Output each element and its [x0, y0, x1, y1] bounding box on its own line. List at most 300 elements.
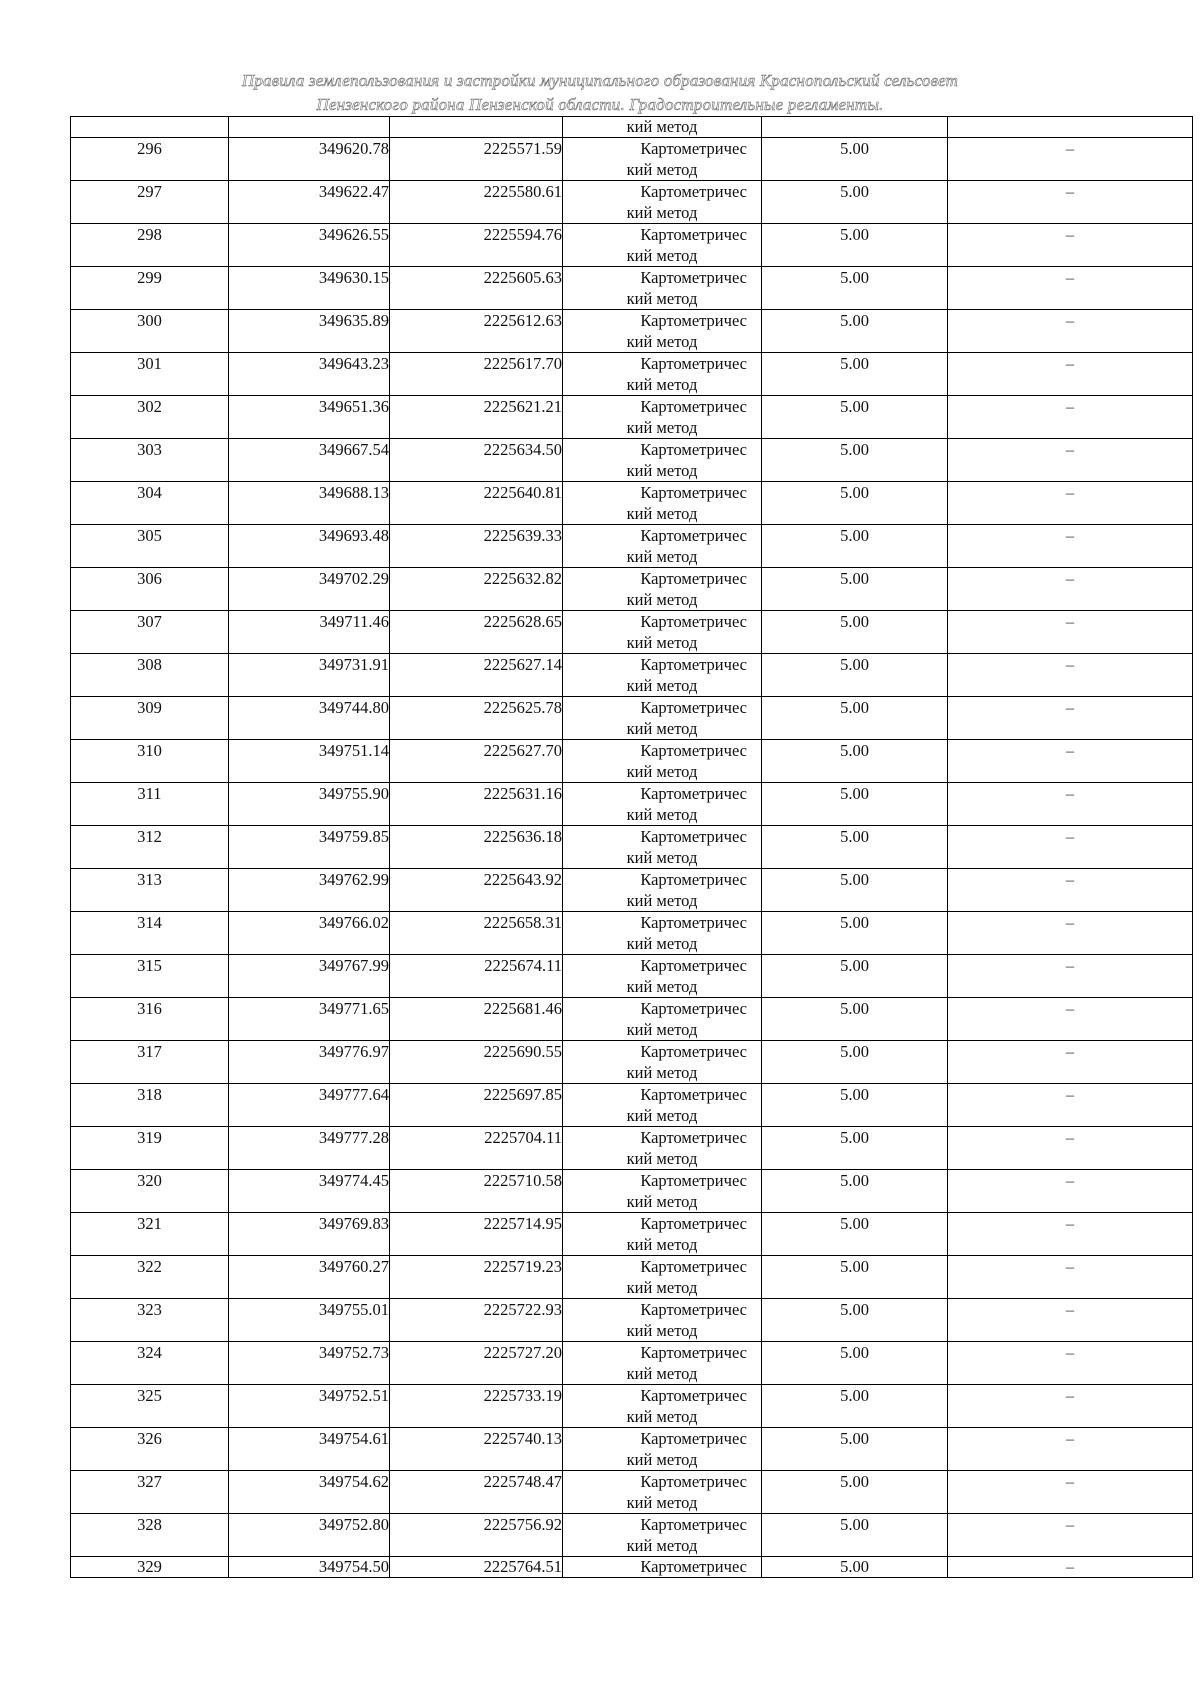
table-row: [71, 998, 1193, 1041]
precision-cell: 5.00: [762, 1514, 948, 1557]
point-number-cell: 314: [71, 912, 229, 955]
x-coordinate-cell: 349752.51: [229, 1385, 390, 1428]
table-row: [71, 611, 1193, 654]
method-text-line-1: Картометричес: [640, 139, 747, 158]
method-cell: [563, 525, 762, 568]
coordinates-table-body: [71, 117, 1193, 1578]
x-coordinate-cell: 349731.91: [229, 654, 390, 697]
method-cell: [563, 1170, 762, 1213]
description-cell: –: [948, 396, 1193, 439]
method-cell: [563, 912, 762, 955]
method-text-line-1: Картометричес: [640, 440, 747, 459]
table-row: [71, 1471, 1193, 1514]
x-coordinate-cell: 349762.99: [229, 869, 390, 912]
table-row: [71, 396, 1193, 439]
precision-cell: 5.00: [762, 353, 948, 396]
table-row: [71, 310, 1193, 353]
precision-cell: 5.00: [762, 525, 948, 568]
x-coordinate-cell: 349752.80: [229, 1514, 390, 1557]
method-cell: [563, 1041, 762, 1084]
x-coordinate-cell: 349752.73: [229, 1342, 390, 1385]
precision-cell: 5.00: [762, 568, 948, 611]
precision-cell: 5.00: [762, 1557, 948, 1578]
table-row: [71, 1041, 1193, 1084]
method-text-line-1: Картометричес: [640, 569, 747, 588]
x-coordinate-cell: 349688.13: [229, 482, 390, 525]
description-cell: –: [948, 1170, 1193, 1213]
description-cell: –: [948, 1127, 1193, 1170]
y-coordinate-cell: 2225632.82: [390, 568, 563, 611]
y-coordinate-cell: 2225594.76: [390, 224, 563, 267]
point-number-cell: 301: [71, 353, 229, 396]
x-coordinate-cell: 349771.65: [229, 998, 390, 1041]
method-text-line-2: кий метод: [626, 719, 698, 738]
description-cell: [948, 117, 1193, 138]
y-coordinate-cell: 2225733.19: [390, 1385, 563, 1428]
table-row-continuation: [71, 117, 1193, 138]
description-cell: –: [948, 439, 1193, 482]
point-number-cell: 310: [71, 740, 229, 783]
method-text-line-2: кий метод: [626, 1364, 698, 1383]
method-text-line-2: кий метод: [626, 504, 698, 523]
y-coordinate-cell: 2225621.21: [390, 396, 563, 439]
method-cell: [563, 117, 762, 138]
precision-cell: 5.00: [762, 138, 948, 181]
method-text-line-1: Картометричес: [640, 827, 747, 846]
point-number-cell: 329: [71, 1557, 229, 1578]
table-row: [71, 138, 1193, 181]
table-row: [71, 1299, 1193, 1342]
y-coordinate-cell: 2225740.13: [390, 1428, 563, 1471]
point-number-cell: 311: [71, 783, 229, 826]
method-text-line-2: кий метод: [626, 1536, 698, 1555]
point-number-cell: 323: [71, 1299, 229, 1342]
precision-cell: 5.00: [762, 482, 948, 525]
x-coordinate-cell: 349755.90: [229, 783, 390, 826]
y-coordinate-cell: 2225643.92: [390, 869, 563, 912]
x-coordinate-cell: 349777.28: [229, 1127, 390, 1170]
method-cell: [563, 1213, 762, 1256]
method-cell: [563, 1385, 762, 1428]
y-coordinate-cell: 2225639.33: [390, 525, 563, 568]
point-number-cell: 308: [71, 654, 229, 697]
method-text-line-1: Картометричес: [640, 1386, 747, 1405]
method-text-line-1: Картометричес: [640, 526, 747, 545]
table-row: [71, 525, 1193, 568]
method-cell: [563, 783, 762, 826]
method-cell: [563, 568, 762, 611]
table-row: [71, 740, 1193, 783]
x-coordinate-cell: 349626.55: [229, 224, 390, 267]
precision-cell: 5.00: [762, 740, 948, 783]
y-coordinate-cell: 2225634.50: [390, 439, 563, 482]
method-text-line-2: кий метод: [626, 289, 698, 308]
y-coordinate-cell: 2225727.20: [390, 1342, 563, 1385]
method-text-line-2: кий метод: [626, 633, 698, 652]
method-cell: [563, 1127, 762, 1170]
x-coordinate-cell: 349767.99: [229, 955, 390, 998]
description-cell: –: [948, 138, 1193, 181]
method-text-line-1: Картометричес: [640, 1128, 747, 1147]
y-coordinate-cell: 2225605.63: [390, 267, 563, 310]
method-cell: [563, 1342, 762, 1385]
x-coordinate-cell: 349635.89: [229, 310, 390, 353]
table-row: [71, 439, 1193, 482]
table-row: [71, 783, 1193, 826]
method-text-line-2: кий метод: [626, 891, 698, 910]
method-text-line-1: Картометричес: [640, 311, 747, 330]
y-coordinate-cell: 2225640.81: [390, 482, 563, 525]
method-text-line-1: Картометричес: [640, 1300, 747, 1319]
table-row: [71, 1342, 1193, 1385]
point-number-cell: 297: [71, 181, 229, 224]
method-cell: [563, 439, 762, 482]
precision-cell: 5.00: [762, 998, 948, 1041]
method-text-line-2: кий метод: [626, 1235, 698, 1254]
x-coordinate-cell: 349769.83: [229, 1213, 390, 1256]
y-coordinate-cell: 2225719.23: [390, 1256, 563, 1299]
description-cell: –: [948, 1342, 1193, 1385]
table-row: [71, 1385, 1193, 1428]
description-cell: –: [948, 654, 1193, 697]
description-cell: –: [948, 353, 1193, 396]
method-cell: [563, 1428, 762, 1471]
description-cell: –: [948, 826, 1193, 869]
table-row: [71, 1428, 1193, 1471]
method-text-line-2: кий метод: [626, 1020, 698, 1039]
method-cell: [563, 697, 762, 740]
point-number-cell: 317: [71, 1041, 229, 1084]
description-cell: –: [948, 267, 1193, 310]
description-cell: –: [948, 912, 1193, 955]
method-cell: [563, 740, 762, 783]
point-number-cell: 305: [71, 525, 229, 568]
method-text-line-2: кий метод: [626, 547, 698, 566]
precision-cell: 5.00: [762, 1299, 948, 1342]
table-row: [71, 912, 1193, 955]
table-row: [71, 482, 1193, 525]
precision-cell: 5.00: [762, 697, 948, 740]
x-coordinate-cell: 349693.48: [229, 525, 390, 568]
method-cell: [563, 1514, 762, 1557]
x-coordinate-cell: 349744.80: [229, 697, 390, 740]
table-row: [71, 654, 1193, 697]
table-row: [71, 267, 1193, 310]
method-cell: [563, 998, 762, 1041]
method-cell: [563, 138, 762, 181]
precision-cell: 5.00: [762, 1127, 948, 1170]
precision-cell: 5.00: [762, 1041, 948, 1084]
point-number-cell: [71, 117, 229, 138]
table-row: [71, 568, 1193, 611]
method-text-line-2: кий метод: [626, 117, 698, 136]
method-text-line-2: кий метод: [626, 160, 698, 179]
point-number-cell: 319: [71, 1127, 229, 1170]
y-coordinate-cell: 2225674.11: [390, 955, 563, 998]
method-text-line-1: Картометричес: [640, 1085, 747, 1104]
method-text-line-2: кий метод: [626, 1450, 698, 1469]
table-row: [71, 697, 1193, 740]
point-number-cell: 325: [71, 1385, 229, 1428]
point-number-cell: 304: [71, 482, 229, 525]
method-text-line-1: Картометричес: [640, 655, 747, 674]
table-row: [71, 1213, 1193, 1256]
description-cell: –: [948, 1084, 1193, 1127]
point-number-cell: 307: [71, 611, 229, 654]
precision-cell: 5.00: [762, 783, 948, 826]
method-text-line-2: кий метод: [626, 1063, 698, 1082]
point-number-cell: 303: [71, 439, 229, 482]
method-text-line-2: кий метод: [626, 1278, 698, 1297]
y-coordinate-cell: 2225580.61: [390, 181, 563, 224]
point-number-cell: 316: [71, 998, 229, 1041]
point-number-cell: 326: [71, 1428, 229, 1471]
method-text-line-1: Картометричес: [640, 999, 747, 1018]
precision-cell: 5.00: [762, 1213, 948, 1256]
precision-cell: 5.00: [762, 654, 948, 697]
y-coordinate-cell: 2225704.11: [390, 1127, 563, 1170]
description-cell: –: [948, 783, 1193, 826]
point-number-cell: 302: [71, 396, 229, 439]
method-text-line-2: кий метод: [626, 934, 698, 953]
method-text-line-1: Картометричес: [640, 1429, 747, 1448]
x-coordinate-cell: 349702.29: [229, 568, 390, 611]
method-cell: [563, 1256, 762, 1299]
precision-cell: 5.00: [762, 912, 948, 955]
method-text-line-1: Картометричес: [640, 268, 747, 287]
method-cell: [563, 353, 762, 396]
description-cell: –: [948, 869, 1193, 912]
y-coordinate-cell: 2225627.70: [390, 740, 563, 783]
method-text-line-1: Картометричес: [640, 741, 747, 760]
method-text-line-2: кий метод: [626, 332, 698, 351]
point-number-cell: 327: [71, 1471, 229, 1514]
point-number-cell: 298: [71, 224, 229, 267]
method-text-line-1: Картометричес: [640, 1515, 747, 1534]
table-row: [71, 353, 1193, 396]
description-cell: –: [948, 998, 1193, 1041]
table-row: [71, 224, 1193, 267]
x-coordinate-cell: 349643.23: [229, 353, 390, 396]
precision-cell: 5.00: [762, 310, 948, 353]
y-coordinate-cell: 2225627.14: [390, 654, 563, 697]
y-coordinate-cell: 2225631.16: [390, 783, 563, 826]
precision-cell: 5.00: [762, 439, 948, 482]
x-coordinate-cell: 349667.54: [229, 439, 390, 482]
method-text-line-2: кий метод: [626, 1106, 698, 1125]
method-text-line-1: Картометричес: [640, 913, 747, 932]
method-cell: [563, 1084, 762, 1127]
method-text-line-1: Картометричес: [640, 225, 747, 244]
precision-cell: 5.00: [762, 1342, 948, 1385]
y-coordinate-cell: 2225764.51: [390, 1557, 563, 1578]
method-text-line-1: Картометричес: [640, 397, 747, 416]
point-number-cell: 306: [71, 568, 229, 611]
description-cell: –: [948, 1299, 1193, 1342]
y-coordinate-cell: 2225756.92: [390, 1514, 563, 1557]
x-coordinate-cell: 349755.01: [229, 1299, 390, 1342]
point-number-cell: 321: [71, 1213, 229, 1256]
precision-cell: [762, 117, 948, 138]
table-row: [71, 826, 1193, 869]
y-coordinate-cell: 2225681.46: [390, 998, 563, 1041]
precision-cell: 5.00: [762, 224, 948, 267]
y-coordinate-cell: 2225617.70: [390, 353, 563, 396]
y-coordinate-cell: 2225722.93: [390, 1299, 563, 1342]
x-coordinate-cell: 349622.47: [229, 181, 390, 224]
method-cell: [563, 224, 762, 267]
y-coordinate-cell: 2225636.18: [390, 826, 563, 869]
point-number-cell: 328: [71, 1514, 229, 1557]
description-cell: –: [948, 181, 1193, 224]
point-number-cell: 309: [71, 697, 229, 740]
table-row: [71, 1256, 1193, 1299]
method-text-line-2: кий метод: [626, 676, 698, 695]
method-cell: [563, 310, 762, 353]
method-text-line-1: Картометричес: [640, 1214, 747, 1233]
description-cell: –: [948, 525, 1193, 568]
y-coordinate-cell: 2225625.78: [390, 697, 563, 740]
method-cell: [563, 1299, 762, 1342]
method-cell: [563, 181, 762, 224]
x-coordinate-cell: 349754.61: [229, 1428, 390, 1471]
method-text-line-2: кий метод: [626, 1407, 698, 1426]
point-number-cell: 313: [71, 869, 229, 912]
method-text-line-1: Картометричес: [640, 1472, 747, 1491]
point-number-cell: 296: [71, 138, 229, 181]
precision-cell: 5.00: [762, 955, 948, 998]
method-text-line-1: Картометричес: [640, 182, 747, 201]
point-number-cell: 312: [71, 826, 229, 869]
point-number-cell: 318: [71, 1084, 229, 1127]
method-text-line-2: кий метод: [626, 805, 698, 824]
point-number-cell: 324: [71, 1342, 229, 1385]
method-cell: [563, 1471, 762, 1514]
method-text-line-2: кий метод: [626, 848, 698, 867]
method-text-line-1: Картометричес: [640, 870, 747, 889]
table-row: [71, 1170, 1193, 1213]
method-text-line-1: Картометричес: [640, 784, 747, 803]
precision-cell: 5.00: [762, 1084, 948, 1127]
method-text-line-1: Картометричес: [640, 1042, 747, 1061]
description-cell: –: [948, 1514, 1193, 1557]
point-number-cell: 320: [71, 1170, 229, 1213]
x-coordinate-cell: 349651.36: [229, 396, 390, 439]
method-text-line-1: Картометричес: [640, 483, 747, 502]
precision-cell: 5.00: [762, 1385, 948, 1428]
table-row: [71, 1127, 1193, 1170]
table-row: [71, 1514, 1193, 1557]
description-cell: –: [948, 1557, 1193, 1578]
method-text-line-1: Картометричес: [640, 1557, 747, 1576]
description-cell: –: [948, 310, 1193, 353]
y-coordinate-cell: 2225658.31: [390, 912, 563, 955]
description-cell: –: [948, 1428, 1193, 1471]
method-cell: [563, 611, 762, 654]
method-cell: [563, 955, 762, 998]
method-text-line-1: Картометричес: [640, 1171, 747, 1190]
description-cell: –: [948, 1041, 1193, 1084]
method-text-line-1: Картометричес: [640, 612, 747, 631]
method-cell: [563, 267, 762, 310]
table-row: [71, 1557, 1193, 1578]
table-row: [71, 869, 1193, 912]
description-cell: –: [948, 1385, 1193, 1428]
description-cell: –: [948, 1471, 1193, 1514]
precision-cell: 5.00: [762, 181, 948, 224]
page-header-line-2: Пензенского района Пензенской области. Градостроительные регламенты.: [316, 95, 884, 114]
y-coordinate-cell: 2225690.55: [390, 1041, 563, 1084]
method-cell: [563, 654, 762, 697]
x-coordinate-cell: 349630.15: [229, 267, 390, 310]
x-coordinate-cell: 349620.78: [229, 138, 390, 181]
precision-cell: 5.00: [762, 826, 948, 869]
table-row: [71, 955, 1193, 998]
y-coordinate-cell: 2225697.85: [390, 1084, 563, 1127]
x-coordinate-cell: 349776.97: [229, 1041, 390, 1084]
y-coordinate-cell: 2225571.59: [390, 138, 563, 181]
method-text-line-2: кий метод: [626, 977, 698, 996]
method-text-line-2: кий метод: [626, 1493, 698, 1512]
method-text-line-2: кий метод: [626, 375, 698, 394]
precision-cell: 5.00: [762, 1428, 948, 1471]
method-cell: [563, 396, 762, 439]
x-coordinate-cell: 349777.64: [229, 1084, 390, 1127]
method-cell: [563, 1557, 762, 1578]
method-text-line-2: кий метод: [626, 1321, 698, 1340]
precision-cell: 5.00: [762, 611, 948, 654]
y-coordinate-cell: 2225628.65: [390, 611, 563, 654]
description-cell: –: [948, 697, 1193, 740]
method-text-line-1: Картометричес: [640, 956, 747, 975]
x-coordinate-cell: 349754.62: [229, 1471, 390, 1514]
precision-cell: 5.00: [762, 1471, 948, 1514]
y-coordinate-cell: [390, 117, 563, 138]
y-coordinate-cell: 2225748.47: [390, 1471, 563, 1514]
y-coordinate-cell: 2225714.95: [390, 1213, 563, 1256]
coordinates-table: [70, 116, 1193, 1578]
method-cell: [563, 482, 762, 525]
description-cell: –: [948, 955, 1193, 998]
point-number-cell: 300: [71, 310, 229, 353]
method-text-line-1: Картометричес: [640, 698, 747, 717]
x-coordinate-cell: 349754.50: [229, 1557, 390, 1578]
table-row: [71, 1084, 1193, 1127]
description-cell: –: [948, 1256, 1193, 1299]
method-text-line-2: кий метод: [626, 418, 698, 437]
x-coordinate-cell: 349711.46: [229, 611, 390, 654]
method-cell: [563, 869, 762, 912]
description-cell: –: [948, 611, 1193, 654]
x-coordinate-cell: [229, 117, 390, 138]
precision-cell: 5.00: [762, 1170, 948, 1213]
x-coordinate-cell: 349766.02: [229, 912, 390, 955]
description-cell: –: [948, 482, 1193, 525]
y-coordinate-cell: 2225612.63: [390, 310, 563, 353]
point-number-cell: 299: [71, 267, 229, 310]
method-text-line-1: Картометричес: [640, 1343, 747, 1362]
x-coordinate-cell: 349774.45: [229, 1170, 390, 1213]
method-text-line-2: кий метод: [626, 461, 698, 480]
precision-cell: 5.00: [762, 1256, 948, 1299]
table-row: [71, 181, 1193, 224]
method-text-line-2: кий метод: [626, 1192, 698, 1211]
x-coordinate-cell: 349759.85: [229, 826, 390, 869]
method-text-line-1: Картометричес: [640, 354, 747, 373]
precision-cell: 5.00: [762, 869, 948, 912]
method-text-line-1: Картометричес: [640, 1257, 747, 1276]
precision-cell: 5.00: [762, 396, 948, 439]
